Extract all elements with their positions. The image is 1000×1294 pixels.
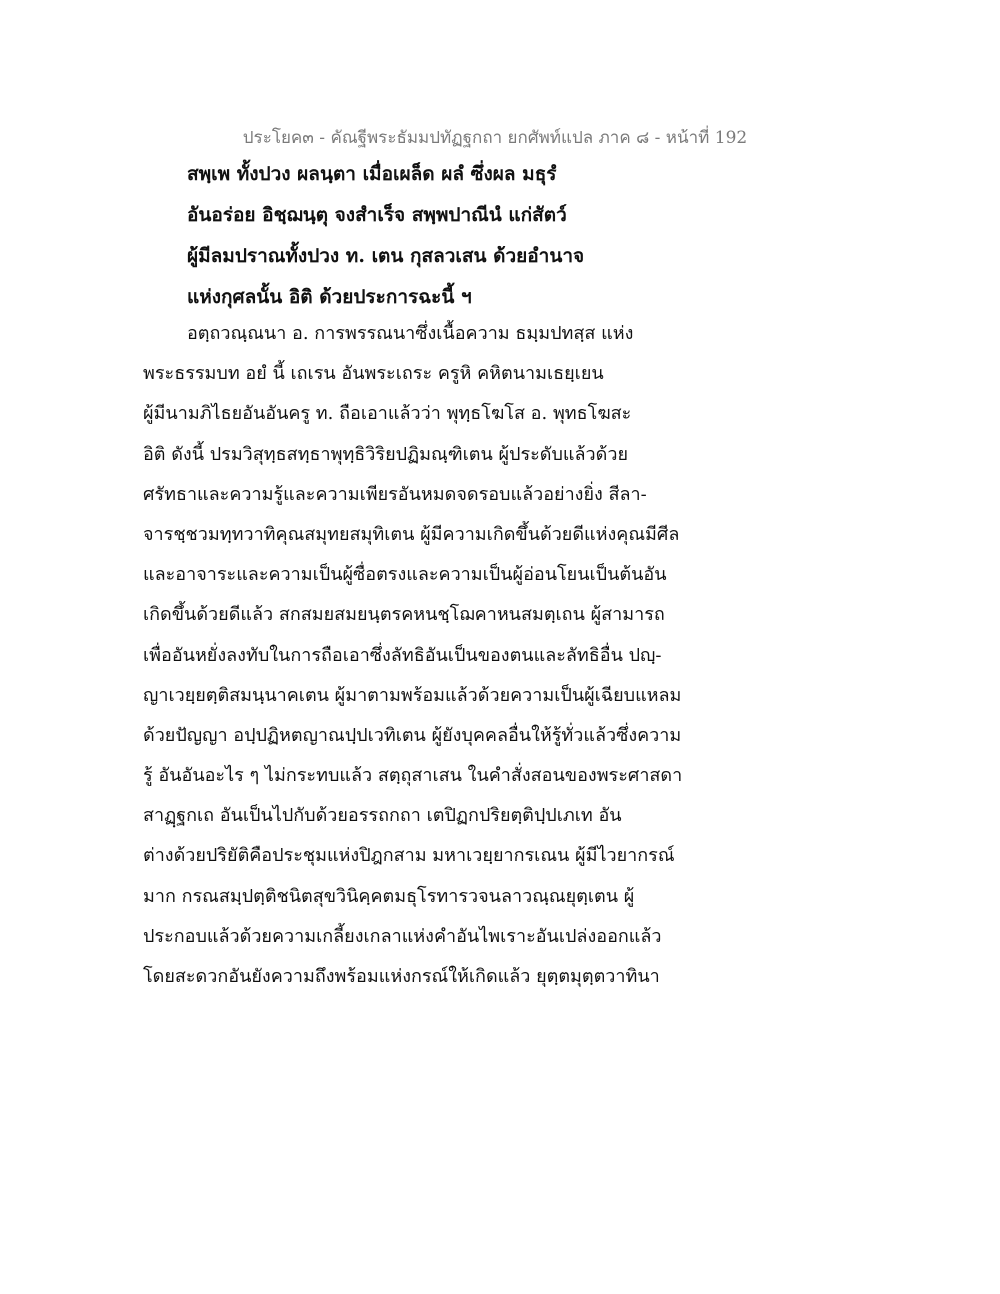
verse-line: อันอร่อย อิชฺฌนฺตุ จงสำเร็จ สพฺพปาณีนํ แก่สัตว์ xyxy=(187,204,567,226)
body-line: ประกอบแล้วด้วยความเกลี้ยงเกลาแห่งคำอันไพเราะอันเปล่งออกแล้ว xyxy=(143,925,662,947)
verse-line: ผู้มีลมปราณทั้งปวง ท. เตน กุสลวเสน ด้วยอำนาจ xyxy=(187,245,585,267)
body-line: อิติ ดังนี้ ปรมวิสุทฺธสทฺธาพุทฺธิวิริยปฏิมณฺฑิเตน ผู้ประดับแล้วด้วย xyxy=(143,443,629,465)
body-line: มาก กรณสมฺปตฺติชนิตสุขวินิคฺคตมธุโรทารวจนลาวณฺณยุตฺเตน ผู้ xyxy=(143,885,635,907)
body-line: และอาจาระและความเป็นผู้ซื่อตรงและความเป็นผู้อ่อนโยนเป็นต้นอัน xyxy=(143,564,667,586)
body-line: พระธรรมบท อยํ นี้ เถเรน อันพระเถระ ครูหิ คหิตนามเธยฺเยน xyxy=(143,363,604,385)
body-line: อตฺถวณฺณนา อ. การพรรณนาซึ่งเนื้อความ ธมฺมปทสฺส แห่ง xyxy=(187,323,634,344)
body-line: ผู้มีนามภิไธยอันอันครู ท. ถือเอาแล้วว่า พุทฺธโฆโส อ. พุทธโฆสะ xyxy=(143,403,632,425)
body-line: จารชฺชวมทฺทวาทิคุณสมุทยสมุทิเตน ผู้มีความเกิดขึ้นด้วยดีแห่งคุณมีศีล xyxy=(143,523,680,545)
body-line: สาฏฺฐกเถ อันเป็นไปกับด้วยอรรถกถา เตปิฏกปริยตฺติปฺปเภเท อัน xyxy=(143,805,622,827)
body-line: ศรัทธาและความรู้และความเพียรอันหมดจดรอบแล้วอย่างยิ่ง สีลา- xyxy=(143,483,647,505)
body-line: โดยสะดวกอันยังความถึงพร้อมแห่งกรณ์ให้เกิดแล้ว ยุตฺตมุตฺตวาทินา xyxy=(143,966,660,987)
body-line: ต่างด้วยปริยัติคือประชุมแห่งปิฎกสาม มหาเวยฺยากรเณน ผู้มีไวยากรณ์ xyxy=(143,845,675,867)
verse-line: แห่งกุศลนั้น อิติ ด้วยประการฉะนี้ ฯ xyxy=(187,286,472,308)
body-line: ญาเวยฺยตฺติสมนฺนาคเตน ผู้มาตามพร้อมแล้วด้วยความเป็นผู้เฉียบแหลม xyxy=(143,684,682,706)
body-line: ด้วยปัญญา อปฺปฏิหตญาณปฺปเวทิเตน ผู้ยังบุคคลอื่นให้รู้ทั่วแล้วซึ่งความ xyxy=(143,724,682,746)
running-header: ประโยค๓ - คัณฐีพระธัมมปทัฏฐกถา ยกศัพท์แปล ภาค ๘ - หน้าที่ 192 xyxy=(242,128,748,148)
body-line: รู้ อันอันอะไร ๆ ไม่กระทบแล้ว สตฺถุสาเสน ในคำสั่งสอนของพระศาสดา xyxy=(143,765,683,787)
body-line: เพื่ออันหยั่งลงทับในการถือเอาซึ่งลัทธิอันเป็นของตนและลัทธิอื่น ปญฺ- xyxy=(143,644,662,666)
verse-block xyxy=(187,158,707,322)
body-line: เกิดขึ้นด้วยดีแล้ว สกสมยสมยนฺตรคหนชฺโฌคาหนสมตฺเถน ผู้สามารถ xyxy=(143,604,665,626)
verse-line: สพฺเพ ทั้งปวง ผลนฺตา เมื่อเผล็ด ผลํ ซึ่งผล มธุรํ xyxy=(187,163,557,185)
body-paragraph xyxy=(143,318,783,1001)
